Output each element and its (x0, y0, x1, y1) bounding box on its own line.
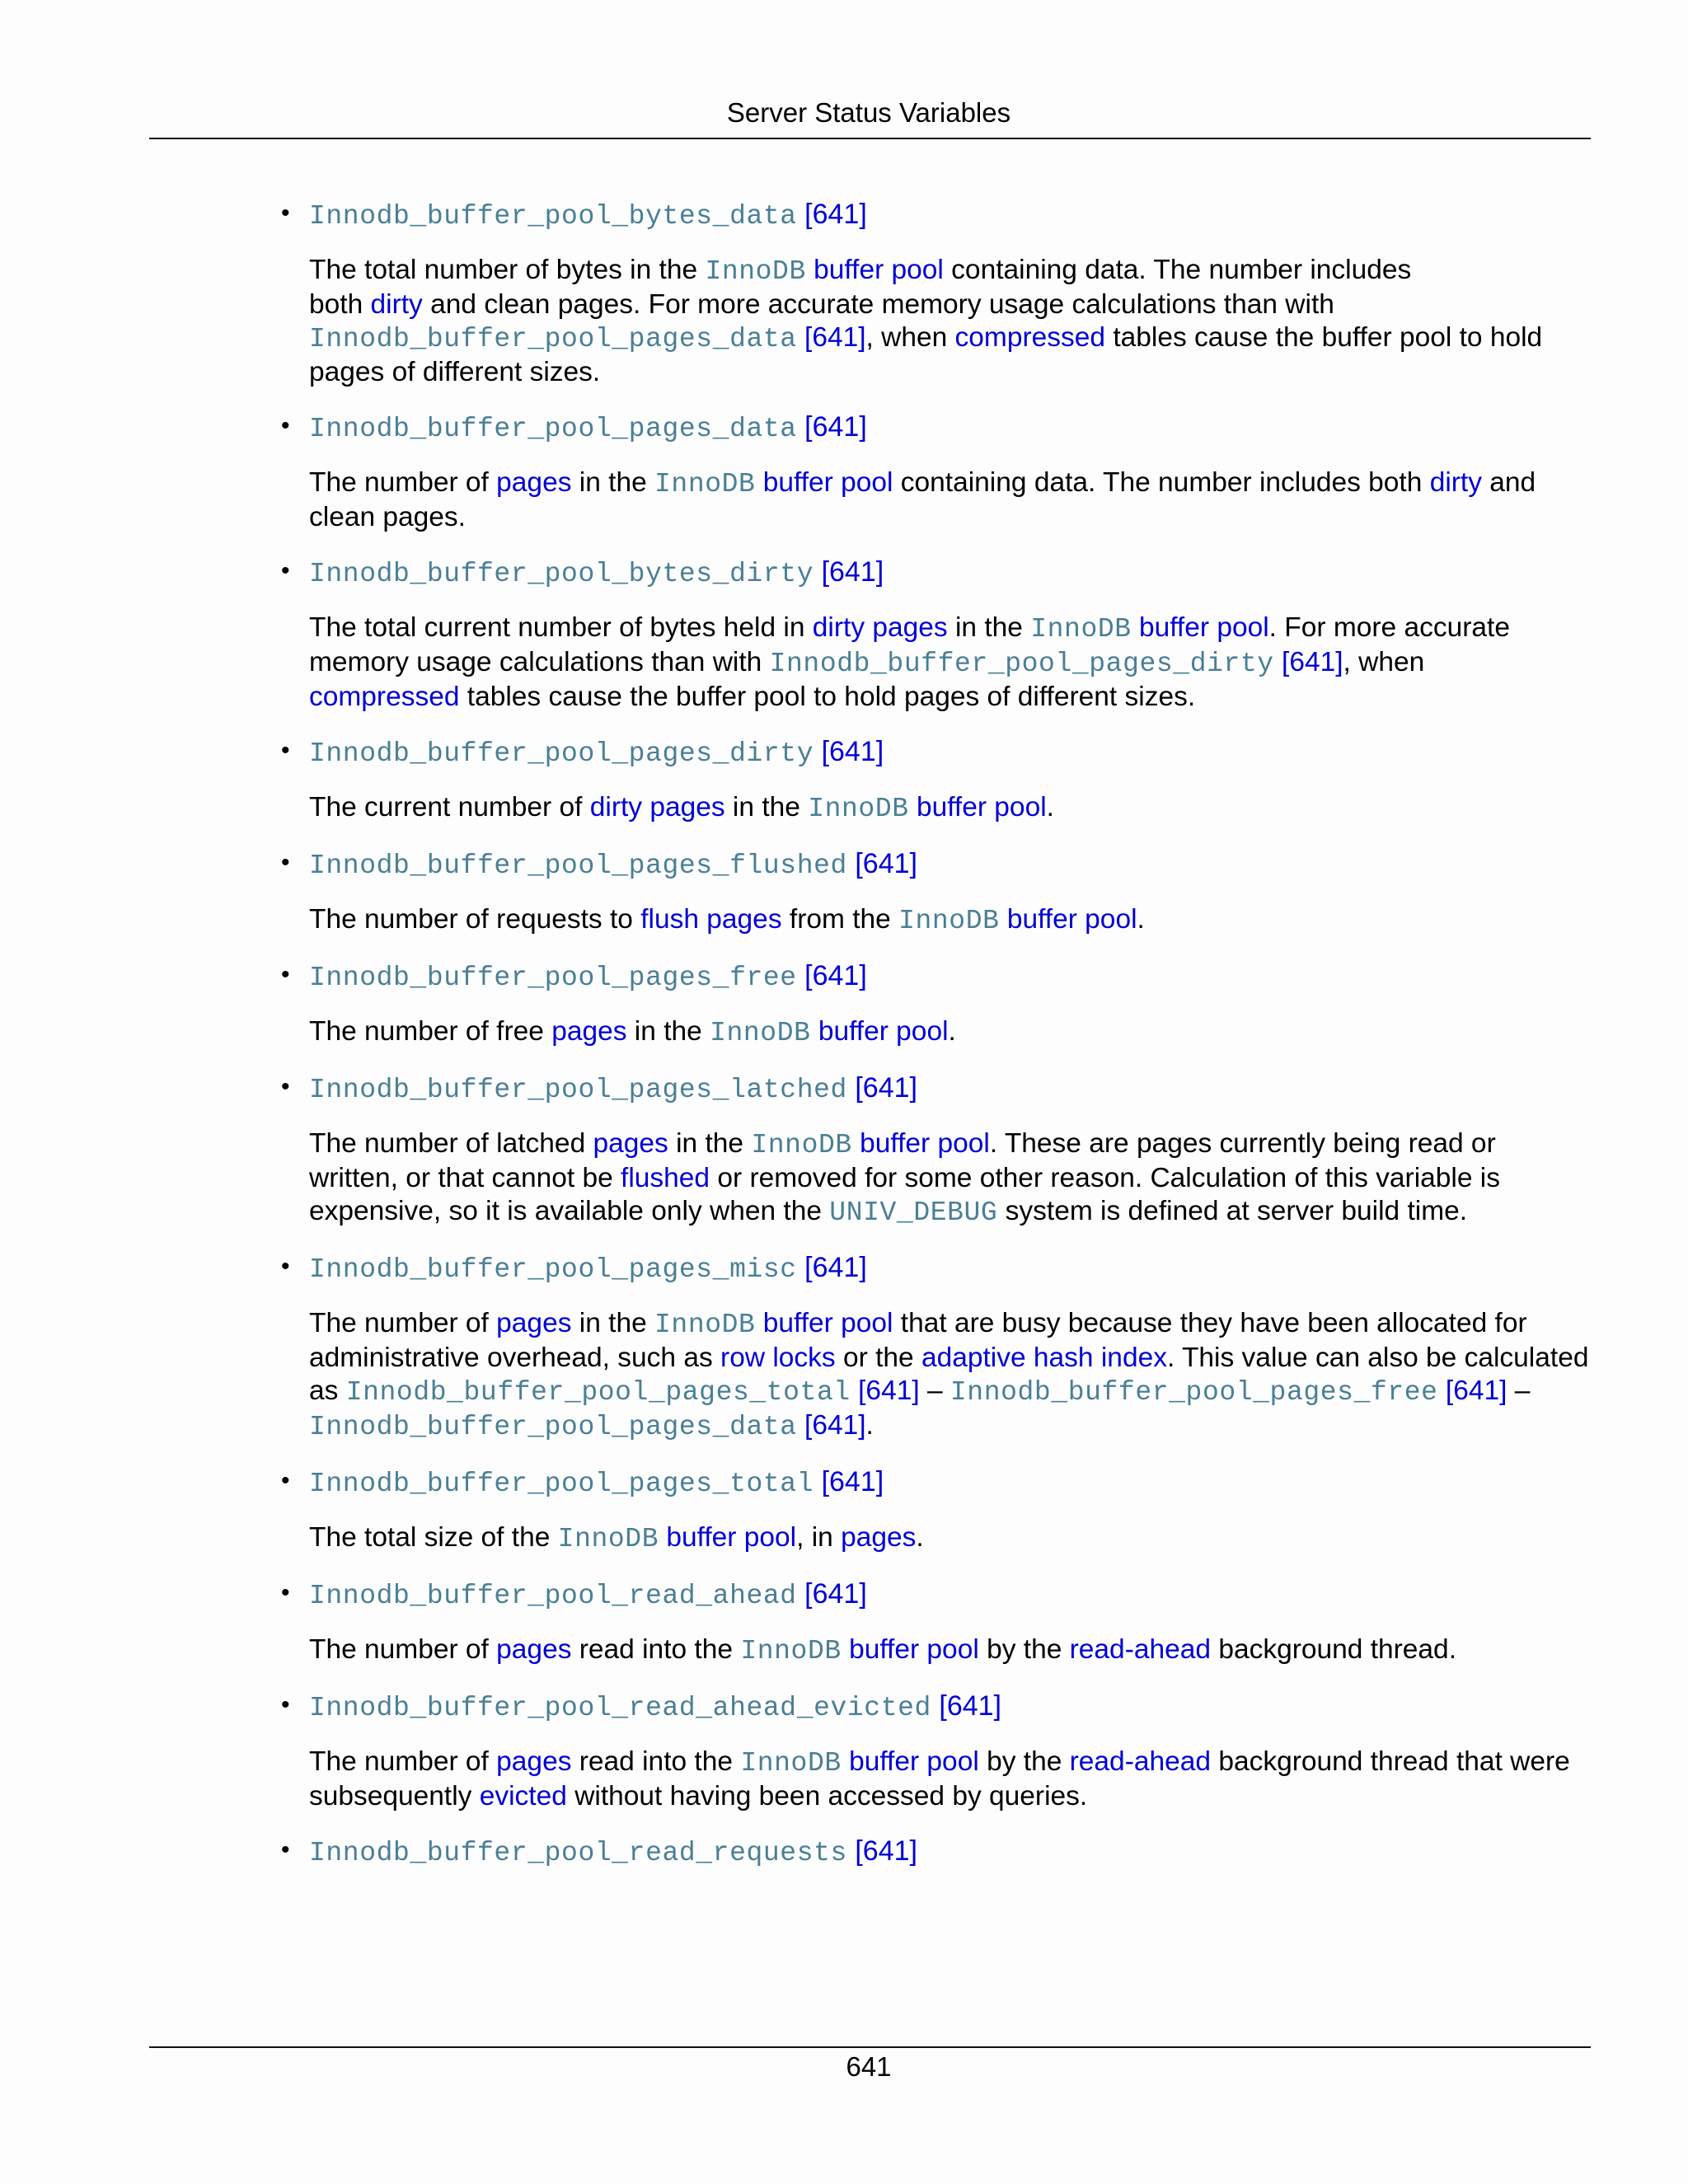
description-text: or removed for some other reason. Calculation of this variable is (710, 1163, 1500, 1193)
description-text: written, or that cannot be (309, 1163, 621, 1193)
code-term: InnoDB (654, 469, 756, 499)
code-term: InnoDB (1030, 614, 1132, 644)
variable-name-link[interactable]: Innodb_buffer_pool_pages_free (309, 963, 797, 993)
page-header-title: Server Status Variables (726, 97, 1011, 128)
description-text: . (1137, 904, 1145, 935)
glossary-link[interactable]: pages (496, 1746, 572, 1777)
bullet-icon: • (281, 1579, 290, 1606)
variable-name-link[interactable]: Innodb_buffer_pool_read_requests (309, 1838, 847, 1868)
variable-heading (281, 1574, 1595, 1616)
description-text: in the (947, 612, 1031, 643)
description-text: . These are pages currently being read or (989, 1128, 1496, 1159)
footer-divider (149, 2046, 1591, 2048)
glossary-link[interactable]: buffer pool (1006, 904, 1137, 935)
description-text (755, 1308, 762, 1338)
glossary-link[interactable]: pages (593, 1128, 668, 1159)
description-text (806, 255, 814, 285)
page-reference-link[interactable]: [641] (804, 411, 867, 443)
description-text (659, 1522, 666, 1553)
variable-description (309, 1633, 1595, 1668)
variable-heading (281, 1686, 1595, 1728)
page-reference-link[interactable]: [641] (821, 1466, 884, 1497)
glossary-link[interactable]: read-ahead (1069, 1746, 1212, 1777)
variable-heading (281, 194, 1595, 237)
description-text (1000, 904, 1007, 935)
variable-entry (281, 1068, 1595, 1230)
bullet-icon: • (281, 961, 290, 988)
code-term: InnoDB (710, 1018, 811, 1048)
description-text: and (1481, 467, 1536, 498)
glossary-link[interactable]: pages (496, 467, 572, 498)
description-text: in the (626, 1016, 710, 1047)
description-text: – (1507, 1376, 1531, 1406)
variable-description (309, 1015, 1595, 1050)
code-term: Innodb_buffer_pool_pages_free (950, 1377, 1438, 1408)
bullet-icon: • (281, 1836, 290, 1863)
glossary-link[interactable]: dirty (370, 289, 423, 320)
variable-name-link[interactable]: Innodb_buffer_pool_read_ahead (309, 1581, 797, 1611)
page-number: 641 (846, 2051, 892, 2082)
description-text (755, 467, 762, 498)
description-text: tables cause the buffer pool to hold (1105, 322, 1543, 353)
glossary-link[interactable]: [641] (1445, 1376, 1507, 1406)
glossary-link[interactable]: flushed (621, 1163, 710, 1193)
page-reference-link[interactable]: [641] (804, 199, 867, 230)
description-text: expensive, so it is available only when the (309, 1196, 830, 1226)
description-text: containing data. The number includes both (893, 467, 1430, 498)
variable-entry (281, 1574, 1595, 1668)
code-term: Innodb_buffer_pool_pages_data (309, 1412, 797, 1442)
variable-description (309, 903, 1595, 938)
description-text: memory usage calculations than with (309, 647, 770, 677)
glossary-link[interactable]: pages (551, 1016, 627, 1047)
description-text: , in (796, 1522, 842, 1553)
glossary-link[interactable]: buffer pool (814, 255, 944, 285)
variable-entry (281, 1462, 1595, 1556)
variable-description (309, 791, 1595, 826)
description-text: or the (835, 1343, 921, 1373)
variable-heading (281, 407, 1595, 449)
description-text: tables cause the buffer pool to hold pages of different sizes. (459, 682, 1196, 712)
glossary-link[interactable]: buffer pool (860, 1128, 990, 1159)
description-text: without having been accessed by queries. (566, 1781, 1088, 1811)
description-text: both (309, 289, 371, 320)
description-text: . For more accurate (1268, 612, 1510, 643)
variable-entry (281, 1831, 1595, 1873)
description-text: administrative overhead, such as (309, 1343, 721, 1373)
description-text: The number of (309, 1746, 497, 1777)
description-text (1132, 612, 1139, 643)
glossary-link[interactable]: buffer pool (849, 1634, 979, 1665)
bullet-icon: • (281, 1073, 290, 1100)
description-text: The total size of the (309, 1522, 558, 1553)
variable-name-link[interactable]: Innodb_buffer_pool_pages_total (309, 1469, 814, 1499)
glossary-link[interactable]: buffer pool (1138, 612, 1269, 643)
variable-entry (281, 552, 1595, 714)
description-text: by the (978, 1746, 1070, 1777)
glossary-link[interactable]: adaptive hash index (921, 1343, 1167, 1373)
glossary-link[interactable]: row locks (720, 1343, 836, 1373)
description-text (842, 1746, 849, 1777)
variable-name-link[interactable]: Innodb_buffer_pool_pages_dirty (309, 738, 814, 769)
description-text: . (1046, 792, 1054, 823)
page-reference-link[interactable]: [641] (804, 960, 867, 991)
variable-description (309, 466, 1595, 534)
page-reference-link[interactable]: [641] (855, 848, 917, 879)
description-text: clean pages. (309, 502, 466, 532)
code-term: UNIV_DEBUG (829, 1197, 998, 1228)
description-text: in the (571, 1308, 655, 1338)
description-text: and clean pages. For more accurate memory usage calculations than with (422, 289, 1334, 320)
description-text (852, 1128, 860, 1159)
description-text: The number of free (309, 1016, 552, 1047)
code-term: InnoDB (740, 1636, 842, 1666)
variable-description (309, 1746, 1595, 1813)
page-reference-link[interactable]: [641] (821, 736, 884, 767)
bullet-icon: • (281, 737, 290, 764)
variable-name-link[interactable]: Innodb_buffer_pool_pages_data (309, 414, 797, 444)
description-text: containing data. The number includes (943, 255, 1412, 285)
variable-entry (281, 194, 1595, 389)
bullet-icon: • (281, 1467, 290, 1494)
variable-description (309, 1307, 1595, 1444)
variable-name-link[interactable]: Innodb_buffer_pool_bytes_data (309, 201, 797, 232)
glossary-link[interactable]: flush pages (640, 904, 782, 935)
description-text (1438, 1376, 1446, 1406)
description-text: pages of different sizes. (309, 357, 601, 387)
variable-heading (281, 1831, 1595, 1873)
variable-description (309, 254, 1595, 389)
variable-entry (281, 1686, 1595, 1813)
glossary-link[interactable]: dirty (1429, 467, 1482, 498)
description-text: , when (865, 322, 955, 353)
glossary-link[interactable]: evicted (479, 1781, 567, 1811)
variable-description (309, 612, 1595, 714)
variable-description (309, 1521, 1595, 1556)
description-text: in the (668, 1128, 752, 1159)
glossary-link[interactable]: dirty pages (589, 792, 725, 823)
glossary-link[interactable]: buffer pool (818, 1016, 949, 1047)
description-text: read into the (571, 1746, 741, 1777)
variable-heading (281, 732, 1595, 774)
code-term: InnoDB (740, 1748, 842, 1779)
glossary-link[interactable]: [641] (804, 1410, 866, 1441)
description-text: by the (978, 1634, 1070, 1665)
variable-heading (281, 1068, 1595, 1110)
description-text: background thread that were (1211, 1746, 1570, 1777)
description-text: in the (724, 792, 809, 823)
variable-name-link[interactable]: Innodb_buffer_pool_pages_flushed (309, 851, 847, 881)
description-text: in the (571, 467, 655, 498)
header-divider (149, 138, 1591, 139)
description-text: from the (781, 904, 899, 935)
glossary-link[interactable]: buffer pool (762, 1308, 893, 1338)
description-text (797, 322, 804, 353)
glossary-link[interactable]: compressed (309, 682, 460, 712)
variable-heading (281, 956, 1595, 998)
description-text: , when (1343, 647, 1425, 677)
code-term: Innodb_buffer_pool_pages_total (345, 1377, 851, 1408)
code-term: Innodb_buffer_pool_pages_data (309, 324, 797, 354)
code-term: InnoDB (751, 1130, 852, 1160)
bullet-icon: • (281, 1253, 290, 1280)
description-text: . (916, 1522, 924, 1553)
variable-entry (281, 844, 1595, 938)
glossary-link[interactable]: pages (496, 1308, 572, 1338)
code-term: InnoDB (705, 256, 806, 287)
description-text (811, 1016, 818, 1047)
glossary-link[interactable]: pages (841, 1522, 917, 1553)
glossary-link[interactable]: [641] (858, 1376, 920, 1406)
glossary-link[interactable]: pages (496, 1634, 572, 1665)
code-term: InnoDB (898, 906, 1000, 936)
glossary-link[interactable]: buffer pool (849, 1746, 979, 1777)
glossary-link[interactable]: buffer pool (916, 792, 1047, 823)
description-text (909, 792, 917, 823)
variable-heading (281, 844, 1595, 886)
page-reference-link[interactable]: [641] (804, 1578, 867, 1610)
description-text: . This value can also be calculated (1166, 1343, 1589, 1373)
bullet-icon: • (281, 849, 290, 876)
glossary-link[interactable]: read-ahead (1069, 1634, 1212, 1665)
description-text: The total number of bytes in the (309, 255, 706, 285)
description-text: read into the (571, 1634, 741, 1665)
variable-list (281, 194, 1595, 1873)
description-text: . (948, 1016, 956, 1047)
variable-entry (281, 407, 1595, 534)
variable-description (309, 1127, 1595, 1230)
bullet-icon: • (281, 557, 290, 584)
variable-heading (281, 1462, 1595, 1504)
variable-entry (281, 1248, 1595, 1444)
variable-name-link[interactable]: Innodb_buffer_pool_pages_latched (309, 1075, 847, 1105)
code-term: Innodb_buffer_pool_pages_dirty (769, 649, 1274, 679)
description-text: . (865, 1410, 874, 1441)
description-text (1274, 647, 1282, 677)
bullet-icon: • (281, 199, 290, 227)
page-reference-link[interactable]: [641] (804, 1252, 867, 1283)
variable-entry (281, 732, 1595, 826)
code-term: InnoDB (654, 1310, 756, 1340)
description-text (851, 1376, 858, 1406)
bullet-icon: • (281, 412, 290, 439)
glossary-link[interactable]: [641] (804, 322, 866, 353)
glossary-link[interactable]: buffer pool (666, 1522, 797, 1553)
page-reference-link[interactable]: [641] (821, 556, 884, 588)
description-text (797, 1410, 804, 1441)
glossary-link[interactable]: [641] (1282, 647, 1343, 677)
page-reference-link[interactable]: [641] (855, 1835, 917, 1867)
glossary-link[interactable]: dirty pages (812, 612, 948, 643)
description-text: background thread. (1211, 1634, 1456, 1665)
page-reference-link[interactable]: [641] (939, 1690, 1001, 1722)
variable-name-link[interactable]: Innodb_buffer_pool_read_ahead_evicted (309, 1693, 931, 1723)
description-text: system is defined at server build time. (997, 1196, 1468, 1226)
code-term: InnoDB (808, 794, 909, 824)
variable-name-link[interactable]: Innodb_buffer_pool_pages_misc (309, 1254, 797, 1285)
description-text: The total current number of bytes held in (309, 612, 813, 643)
glossary-link[interactable]: buffer pool (762, 467, 893, 498)
description-text: The number of (309, 1634, 497, 1665)
description-text: The number of requests to (309, 904, 641, 935)
description-text: as (309, 1376, 346, 1406)
description-text (842, 1634, 849, 1665)
description-text: that are busy because they have been allocated for (893, 1308, 1527, 1338)
bullet-icon: • (281, 1691, 290, 1718)
description-text: subsequently (309, 1781, 480, 1811)
description-text: The number of latched (309, 1128, 593, 1159)
glossary-link[interactable]: compressed (954, 322, 1106, 353)
page-reference-link[interactable]: [641] (855, 1072, 917, 1104)
description-text: The current number of (309, 792, 590, 823)
variable-heading (281, 552, 1595, 594)
variable-name-link[interactable]: Innodb_buffer_pool_bytes_dirty (309, 559, 814, 589)
description-text: The number of (309, 1308, 497, 1338)
description-text: The number of (309, 467, 497, 498)
variable-heading (281, 1248, 1595, 1290)
variable-entry (281, 956, 1595, 1050)
description-text: – (919, 1376, 950, 1406)
code-term: InnoDB (557, 1524, 659, 1554)
